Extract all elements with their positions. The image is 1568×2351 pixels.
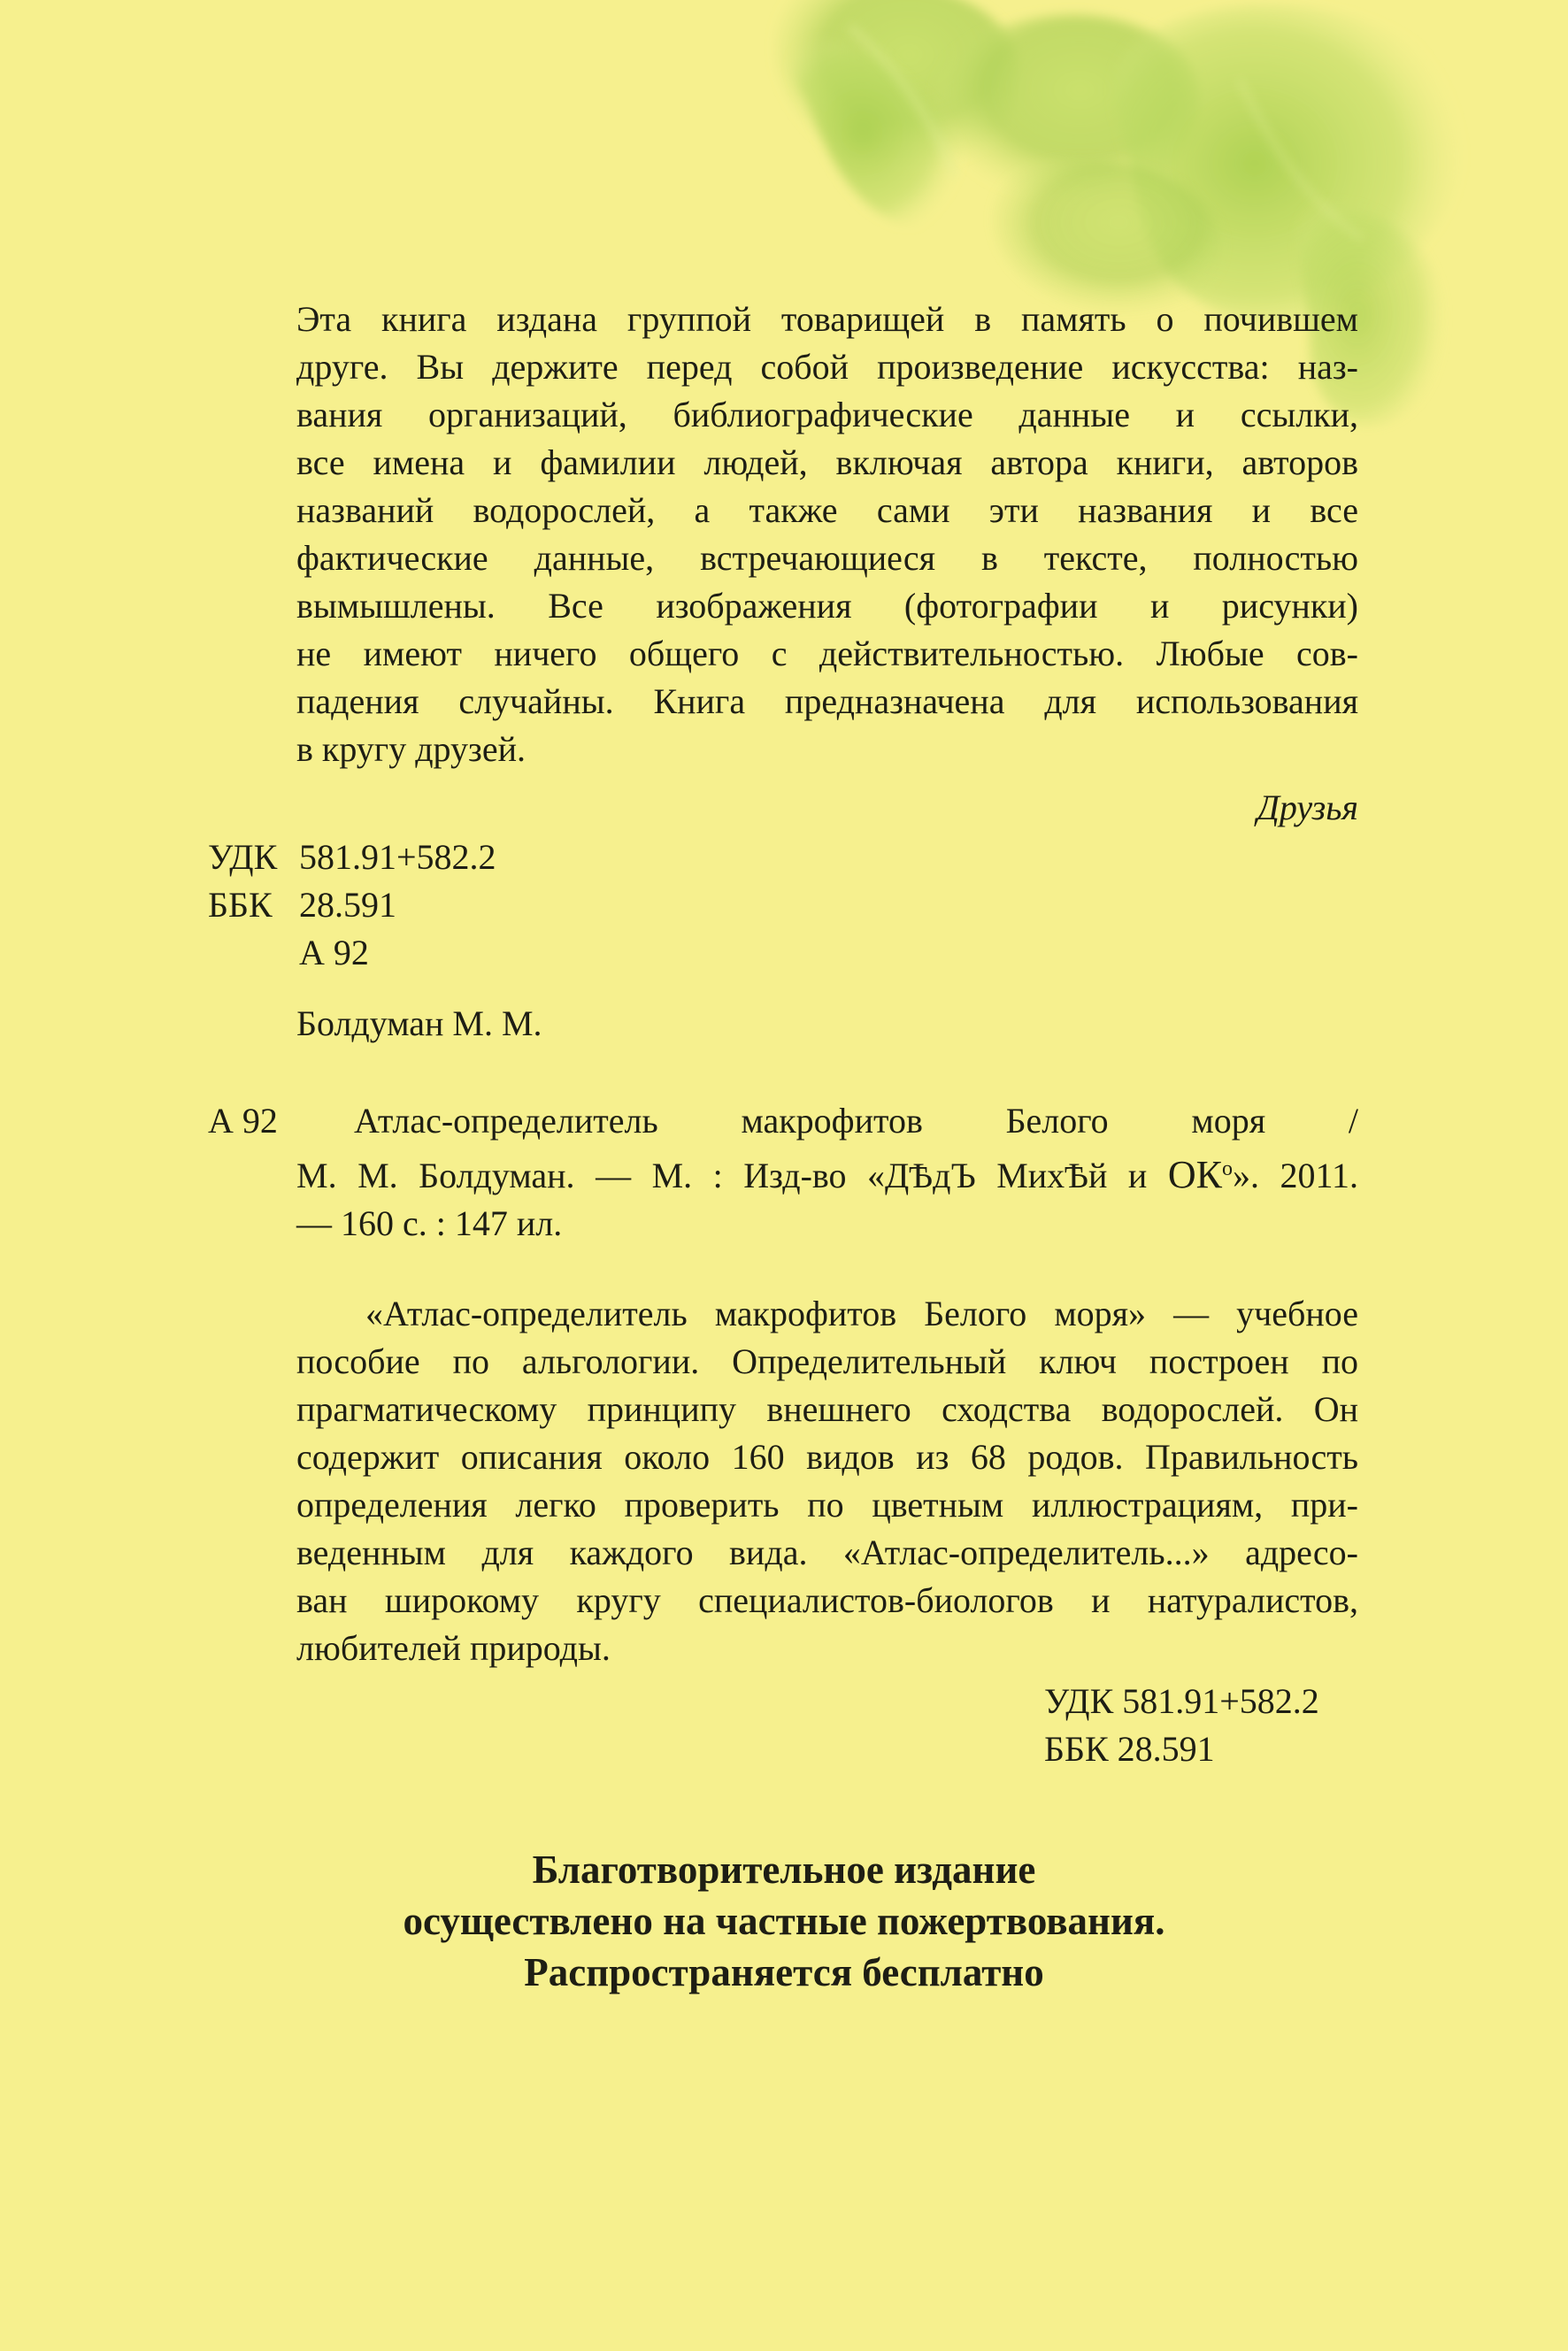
- disclaimer-line: друге. Вы держите перед собой произведение искусства: наз-: [296, 347, 1358, 387]
- udk-label: УДК: [208, 837, 278, 877]
- author-heading: Болдуман М. М.: [296, 1003, 542, 1043]
- abstract-line: «Атлас-определитель макрофитов Белого моря» — учебное: [365, 1294, 1358, 1333]
- author-sign: А 92: [299, 933, 369, 972]
- disclaimer-signature: Друзья: [1257, 788, 1358, 827]
- biblio-title-line: Атлас-определитель макрофитов Белого моря /: [354, 1101, 1358, 1141]
- biblio-label: А 92: [208, 1101, 278, 1141]
- classification-block: [208, 834, 496, 977]
- abstract-line: ван широкому кругу специалистов-биологов и натуралистов,: [296, 1580, 1358, 1620]
- disclaimer-paragraph: [296, 296, 1358, 773]
- bbk-value: 28.591: [299, 885, 396, 925]
- publisher-o: О: [1167, 1153, 1196, 1196]
- abstract-classification: [1044, 1678, 1319, 1773]
- abstract-line: любителей природы.: [296, 1628, 611, 1668]
- bibliographic-record: [354, 1097, 1358, 1145]
- abstract-bbk: ББК 28.591: [1044, 1729, 1215, 1769]
- abstract-line: пособие по альгологии. Определительный ключ построен по: [296, 1341, 1358, 1381]
- charity-notice-line: Распространяется бесплатно: [524, 1950, 1044, 1994]
- disclaimer-line: все имена и фамилии людей, включая автора книги, авторов: [296, 442, 1358, 482]
- abstract-line: содержит описания около 160 видов из 68 родов. Правильность: [296, 1437, 1358, 1477]
- biblio-publisher-prefix: М. М. Болдуман. — М. : Изд-во «ДѢдЪ МихѢй и: [296, 1156, 1168, 1195]
- charity-notice-line: Благотворительное издание: [532, 1848, 1036, 1892]
- biblio-publisher-line: [296, 1145, 1358, 1200]
- disclaimer-line: Эта книга издана группой товарищей в память о почившем: [296, 299, 1358, 339]
- charity-notice-line: осуществлено на частные пожертвования.: [403, 1899, 1165, 1943]
- disclaimer-line: фактические данные, встречающиеся в тексте, полностью: [296, 538, 1358, 578]
- abstract-line: веденным для каждого вида. «Атлас-определитель...» адресо-: [296, 1533, 1358, 1572]
- biblio-continuation: [296, 1145, 1358, 1248]
- disclaimer-line: не имеют ничего общего с действительностью. Любые сов-: [296, 634, 1358, 673]
- disclaimer-line: в кругу друзей.: [296, 729, 526, 769]
- biblio-publisher-suffix: ». 2011.: [1232, 1156, 1359, 1195]
- publisher-sup: о: [1221, 1157, 1233, 1180]
- udk-value: 581.91+582.2: [299, 837, 496, 877]
- biblio-pages-line: — 160 с. : 147 ил.: [296, 1203, 563, 1243]
- bbk-label: ББК: [208, 885, 273, 925]
- charity-notice: [0, 1844, 1568, 1998]
- publisher-k: К: [1195, 1153, 1222, 1196]
- disclaimer-line: названий водорослей, а также сами эти названия и все: [296, 490, 1358, 530]
- abstract-udk: УДК 581.91+582.2: [1044, 1681, 1319, 1721]
- disclaimer-line: вания организаций, библиографические данные и ссылки,: [296, 395, 1358, 434]
- disclaimer-line: падения случайны. Книга предназначена для использования: [296, 681, 1358, 721]
- abstract-line: определения легко проверить по цветным иллюстрациям, при-: [296, 1485, 1358, 1525]
- abstract-line: прагматическому принципу внешнего сходства водорослей. Он: [296, 1389, 1358, 1429]
- abstract-paragraph: [296, 1290, 1358, 1672]
- disclaimer-line: вымышлены. Все изображения (фотографии и рисунки): [296, 586, 1358, 626]
